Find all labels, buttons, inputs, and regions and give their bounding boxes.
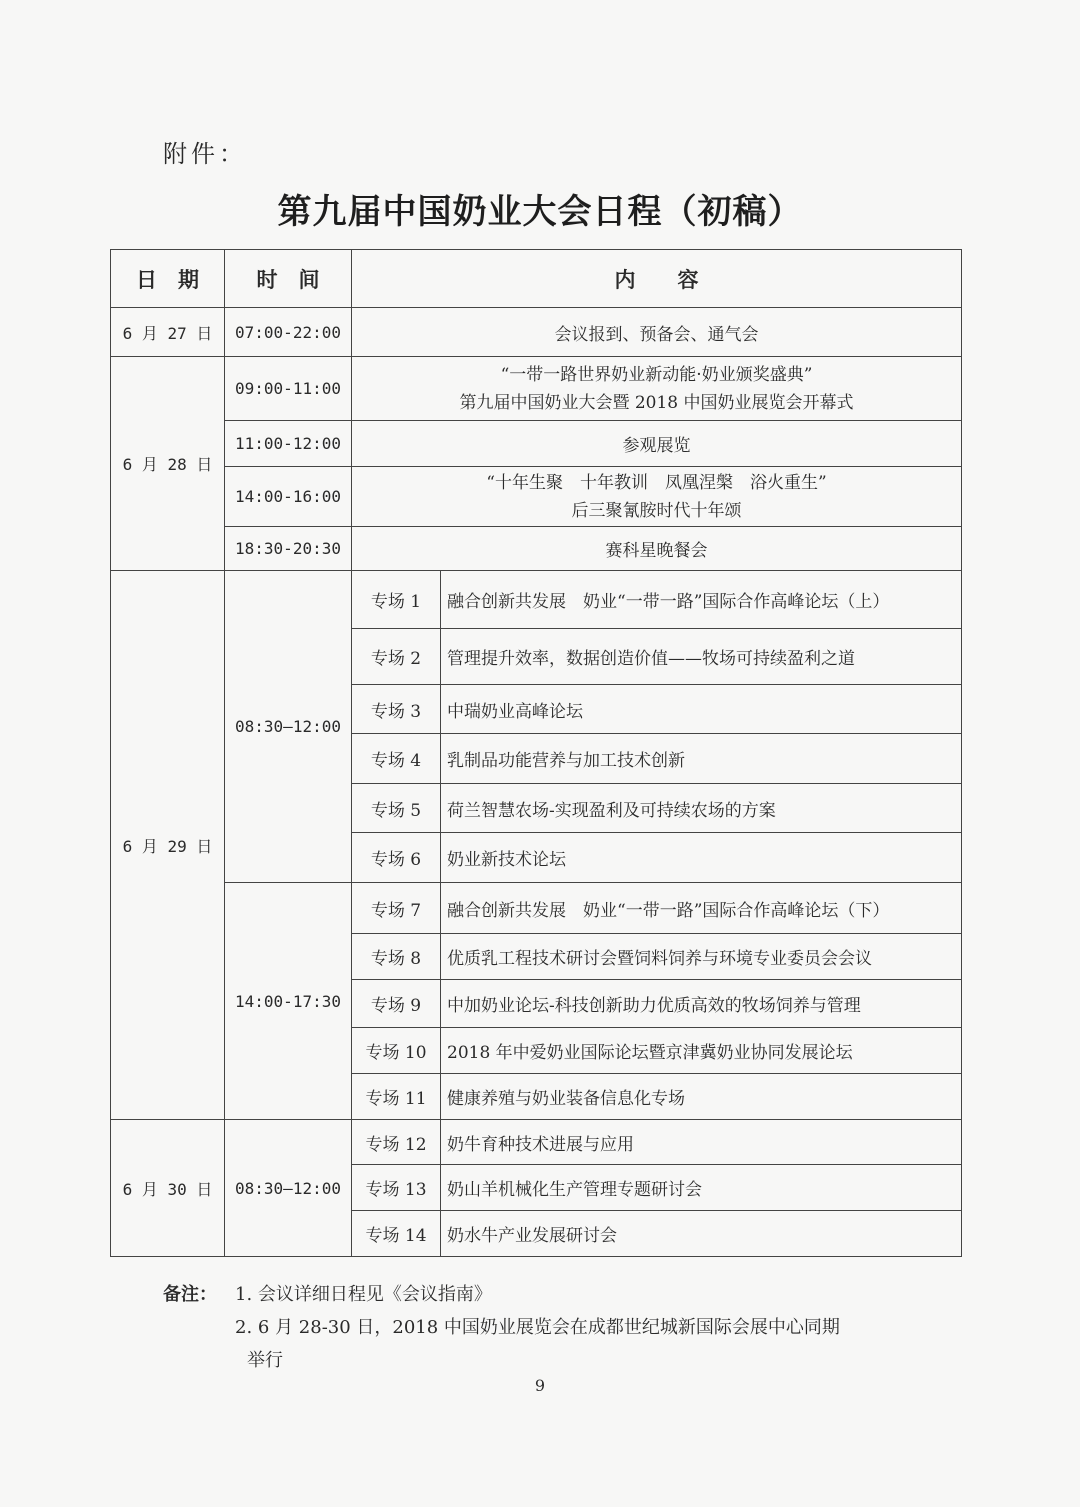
time-cell: 14:00-16:00 bbox=[225, 467, 352, 527]
notes-section bbox=[163, 1278, 943, 1377]
session-number: 专场 12 bbox=[352, 1120, 441, 1165]
table-row bbox=[111, 421, 962, 467]
note-text: 1. 会议详细日程见《会议指南》 bbox=[235, 1284, 492, 1305]
table-row bbox=[111, 527, 962, 571]
session-title: 管理提升效率，数据创造价值——牧场可持续盈利之道 bbox=[441, 629, 962, 685]
content-cell: 参观展览 bbox=[352, 421, 962, 467]
session-title: 优质乳工程技术研讨会暨饲料饲养与环境专业委员会会议 bbox=[441, 934, 962, 980]
session-title: 融合创新共发展 奶业“一带一路”国际合作高峰论坛（上） bbox=[441, 571, 962, 629]
content-cell: 赛科星晚餐会 bbox=[352, 527, 962, 571]
session-title: 荷兰智慧农场-实现盈利及可持续农场的方案 bbox=[441, 784, 962, 833]
session-number: 专场 13 bbox=[352, 1165, 441, 1211]
table-row bbox=[111, 308, 962, 357]
content-line: 第九届中国奶业大会暨 2018 中国奶业展览会开幕式 bbox=[459, 392, 854, 413]
table-row bbox=[111, 1120, 962, 1165]
content-cell bbox=[352, 357, 962, 421]
note-line bbox=[163, 1278, 943, 1311]
session-number: 专场 11 bbox=[352, 1074, 441, 1120]
page-number: 9 bbox=[534, 1376, 546, 1395]
page-title: 第九届中国奶业大会日程（初稿） bbox=[277, 192, 803, 232]
session-number: 专场 6 bbox=[352, 833, 441, 883]
session-title: 2018 年中爱奶业国际论坛暨京津冀奶业协同发展论坛 bbox=[441, 1028, 962, 1074]
table-row bbox=[111, 883, 962, 934]
session-number: 专场 3 bbox=[352, 685, 441, 734]
time-cell: 09:00-11:00 bbox=[225, 357, 352, 421]
session-title: 融合创新共发展 奶业“一带一路”国际合作高峰论坛（下） bbox=[441, 883, 962, 934]
session-number: 专场 1 bbox=[352, 571, 441, 629]
time-cell: 18:30-20:30 bbox=[225, 527, 352, 571]
session-number: 专场 2 bbox=[352, 629, 441, 685]
attachment-label: 附件： bbox=[163, 140, 247, 168]
date-cell: 6 月 30 日 bbox=[111, 1120, 225, 1257]
session-title: 中瑞奶业高峰论坛 bbox=[441, 685, 962, 734]
schedule-table bbox=[110, 249, 962, 1257]
session-title: 奶业新技术论坛 bbox=[441, 833, 962, 883]
content-line: 后三聚氰胺时代十年颂 bbox=[571, 500, 742, 521]
table-header-row bbox=[111, 250, 962, 308]
session-number: 专场 4 bbox=[352, 734, 441, 784]
session-title: 中加奶业论坛-科技创新助力优质高效的牧场饲养与管理 bbox=[441, 980, 962, 1028]
notes-label: 备注： bbox=[163, 1284, 217, 1305]
date-cell: 6 月 27 日 bbox=[111, 308, 225, 357]
content-line: “一带一路世界奶业新动能·奶业颁奖盛典” bbox=[500, 364, 813, 385]
table-row bbox=[111, 571, 962, 629]
session-number: 专场 10 bbox=[352, 1028, 441, 1074]
session-title: 健康养殖与奶业装备信息化专场 bbox=[441, 1074, 962, 1120]
session-title: 奶牛育种技术进展与应用 bbox=[441, 1120, 962, 1165]
time-cell: 11:00-12:00 bbox=[225, 421, 352, 467]
date-cell: 6 月 29 日 bbox=[111, 571, 225, 1120]
time-cell: 07:00-22:00 bbox=[225, 308, 352, 357]
header-date: 日 期 bbox=[111, 250, 225, 308]
date-cell: 6 月 28 日 bbox=[111, 357, 225, 571]
note-line: 2. 6 月 28-30 日，2018 中国奶业展览会在成都世纪城新国际会展中心同期 bbox=[235, 1317, 840, 1338]
session-number: 专场 7 bbox=[352, 883, 441, 934]
time-cell: 08:30—12:00 bbox=[225, 571, 352, 883]
content-cell bbox=[352, 467, 962, 527]
time-cell: 14:00-17:30 bbox=[225, 883, 352, 1120]
session-title: 奶水牛产业发展研讨会 bbox=[441, 1211, 962, 1257]
session-number: 专场 14 bbox=[352, 1211, 441, 1257]
header-content: 内 容 bbox=[352, 250, 962, 308]
session-title: 乳制品功能营养与加工技术创新 bbox=[441, 734, 962, 784]
table-row bbox=[111, 467, 962, 527]
session-number: 专场 9 bbox=[352, 980, 441, 1028]
note-line: 举行 bbox=[247, 1350, 283, 1371]
session-number: 专场 5 bbox=[352, 784, 441, 833]
table-row bbox=[111, 357, 962, 421]
session-number: 专场 8 bbox=[352, 934, 441, 980]
time-cell: 08:30—12:00 bbox=[225, 1120, 352, 1257]
content-cell: 会议报到、预备会、通气会 bbox=[352, 308, 962, 357]
session-title: 奶山羊机械化生产管理专题研讨会 bbox=[441, 1165, 962, 1211]
content-line: “十年生聚 十年教训 凤凰涅槃 浴火重生” bbox=[486, 472, 827, 493]
header-time: 时 间 bbox=[225, 250, 352, 308]
